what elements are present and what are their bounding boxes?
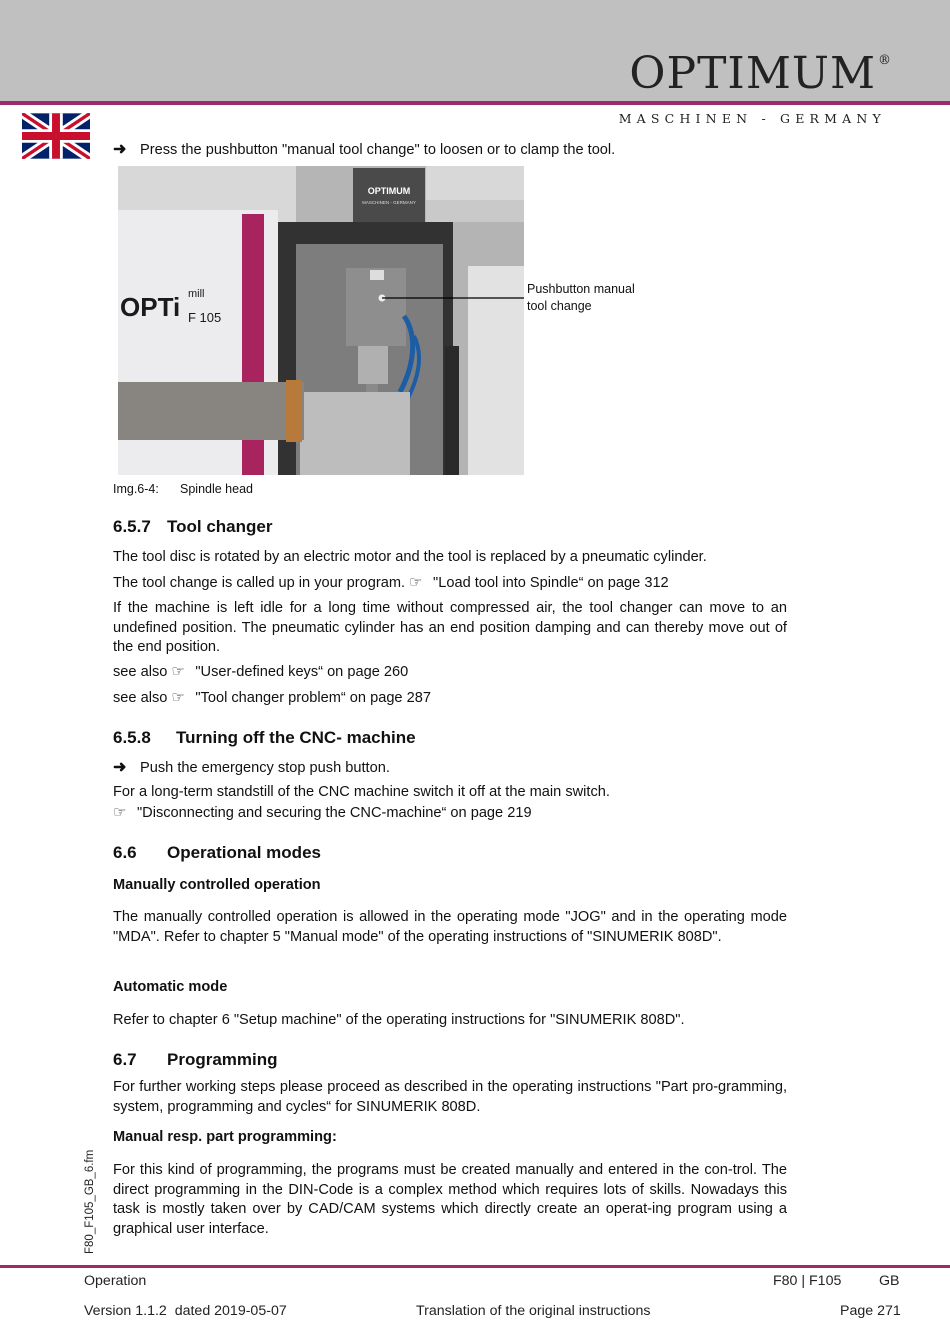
arrow-right-icon: ➜ xyxy=(113,141,127,158)
brand-logo: OPTIMUM ® xyxy=(629,48,892,99)
sec658-ref-line xyxy=(113,803,787,824)
model-mill-label: mill xyxy=(188,288,205,300)
uk-flag-icon xyxy=(22,113,90,159)
heading-6-5-8: 6.5.8 Turning off the CNC- machine xyxy=(113,728,416,747)
sec658-p1: For a long-term standstill of the CNC machine switch it off at the main switch. xyxy=(113,784,610,800)
arrow-right-icon: ➜ xyxy=(113,759,127,776)
sec67-p2: For this kind of programming, the programs must be created manually and entered in the con-trol. The direct programming in the DIN-Code is a complex method which requires lots of skills. Nowadays this task is mostly taken over by CAD/CAM systems which directly create an operat-ing program using a graphical user interface. xyxy=(113,1162,787,1237)
sec657-p2: The tool change is called up in your program. ☞ "Load tool into Spindle“ on page 312 xyxy=(113,574,669,591)
sec657-see-also-2: see also ☞ "Tool changer problem“ on page 287 xyxy=(113,689,431,706)
ref-disconnecting[interactable]: "Disconnecting and securing the CNC-machine“ on page 219 xyxy=(137,805,532,821)
heading-6-7: 6.7 Programming xyxy=(113,1050,278,1069)
sec657-ref-load-tool[interactable]: "Load tool into Spindle“ on page 312 xyxy=(433,575,669,591)
footer-page-number: Page 271 xyxy=(840,1303,901,1319)
sec657-p1: The tool disc is rotated by an electric motor and the tool is replaced by a pneumatic cylinder. xyxy=(113,549,707,565)
footer-section: Operation xyxy=(84,1273,147,1289)
machine-subtitle-label: MASCHINEN - GERMANY xyxy=(362,200,416,205)
pointing-hand-icon: ☞ xyxy=(171,663,185,680)
pushbutton-callout: Pushbutton manual tool change xyxy=(527,282,635,313)
pointing-hand-icon: ☞ xyxy=(171,689,185,706)
footer-rule xyxy=(0,1265,950,1268)
sec658-instruction: ➜ Push the emergency stop push button. xyxy=(113,759,390,776)
footer-translation: Translation of the original instructions xyxy=(416,1303,651,1319)
intro-instruction: ➜ Press the pushbutton "manual tool change" to loosen or to clamp the tool. xyxy=(113,141,616,158)
heading-6-5-7: 6.5.7 Tool changer xyxy=(113,517,273,536)
sec657-p3: If the machine is left idle for a long time without compressed air, the tool changer can move to an undefined position. The pneumatic cylinder has an end position damping and can thereby move out of the end position. xyxy=(113,600,787,655)
pointing-hand-icon: ☞ xyxy=(113,804,127,821)
footer-models: F80 | F105 xyxy=(773,1273,842,1289)
sec67-p1: For further working steps please proceed as described in the operating instructions "Part pro-gramming, system, programming and cycles“ for SINUMERIK 808D. xyxy=(113,1079,787,1115)
heading-6-6: 6.6 Operational modes xyxy=(113,843,321,862)
model-number-label: F 105 xyxy=(188,310,222,325)
ref-tool-changer-problem[interactable]: "Tool changer problem“ on page 287 xyxy=(195,690,431,706)
header-rule xyxy=(0,101,950,105)
pointing-hand-icon: ☞ xyxy=(409,574,423,591)
spindle-head-photo xyxy=(118,166,524,475)
subheading-manual-programming: Manual resp. part programming: xyxy=(113,1129,337,1145)
subheading-automatic-mode: Automatic mode xyxy=(113,979,228,995)
ref-user-defined-keys[interactable]: "User-defined keys“ on page 260 xyxy=(195,664,409,680)
figure-caption: Img.6-4: Spindle head xyxy=(113,482,253,496)
sec66-p1: The manually controlled operation is allowed in the operating mode "JOG" and in the operating mode "MDA". Refer to chapter 5 "Manual mode" of the operating instructions of "SINUMERIK 808D". xyxy=(113,909,787,945)
sec657-see-also-1: see also ☞ "User-defined keys“ on page 260 xyxy=(113,663,409,680)
model-opti-label: OPTi xyxy=(120,292,181,322)
sec66-p2: Refer to chapter 6 "Setup machine" of the operating instructions for "SINUMERIK 808D". xyxy=(113,1012,685,1028)
footer-version: Version 1.1.2 dated 2019-05-07 xyxy=(84,1303,287,1319)
footer-language: GB xyxy=(879,1273,900,1289)
brand-tagline: MASCHINEN - GERMANY xyxy=(618,111,886,126)
subheading-manual-operation: Manually controlled operation xyxy=(113,877,321,893)
side-file-label: F80_F105_GB_6.fm xyxy=(84,1149,96,1254)
machine-brand-label: OPTIMUM xyxy=(367,186,411,196)
